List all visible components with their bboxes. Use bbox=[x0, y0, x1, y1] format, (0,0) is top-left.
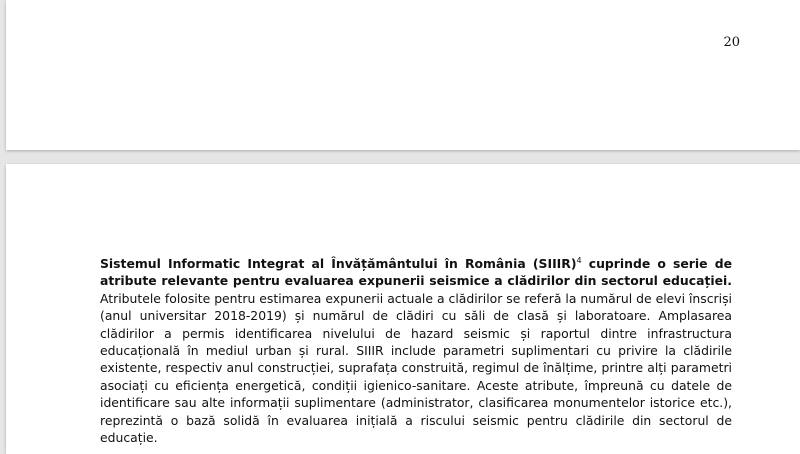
sentence-location: Amplasarea clădirilor a permis identificarea nivelului de hazard seismic și raportul dintre infrastructura educațională în mediul urban și rural. bbox=[100, 308, 732, 359]
paragraph-siiir bbox=[100, 255, 732, 446]
page-number: 20 bbox=[723, 35, 740, 50]
document-page-bottom bbox=[6, 164, 800, 454]
document-page-top bbox=[6, 0, 800, 150]
sentence-conclusion: Aceste atribute, împreună cu datele de identificare sau alte informații suplimentare (administrator, clasificarea monumentelor istorice etc.), reprezintă o bază solidă în evaluarea inițială a riscului seismic pentru clădirile din sectorul de educație. bbox=[100, 377, 732, 446]
sentence-parameters: SIIIR include parametri suplimentari cu privire la clădirile existente, respectiv anul construcției, suprafața construită, regimul de înălțime, printre alți parametri asociați cu eficiența energetică, condiții igienico-sanitare. bbox=[100, 343, 732, 393]
bold-period: . bbox=[727, 273, 732, 289]
body-text bbox=[100, 255, 732, 446]
sentence-attributes: Atributele folosite pentru estimarea expunerii actuale a clădirilor se referă la numărul de elevi înscriși (anul universitar 2018-2019) și numărul de clădiri cu săli de clasă și laboratoare. bbox=[100, 290, 732, 324]
footnote-reference[interactable]: 4 bbox=[576, 255, 582, 265]
bold-continuation-text: cuprinde o serie de atribute relevante pentru evaluarea expunerii seismice a clădirilor din sectorul educației bbox=[100, 256, 732, 289]
bold-intro-text: Sistemul Informatic Integrat al Învățământului în România (SIIIR) bbox=[100, 256, 577, 271]
